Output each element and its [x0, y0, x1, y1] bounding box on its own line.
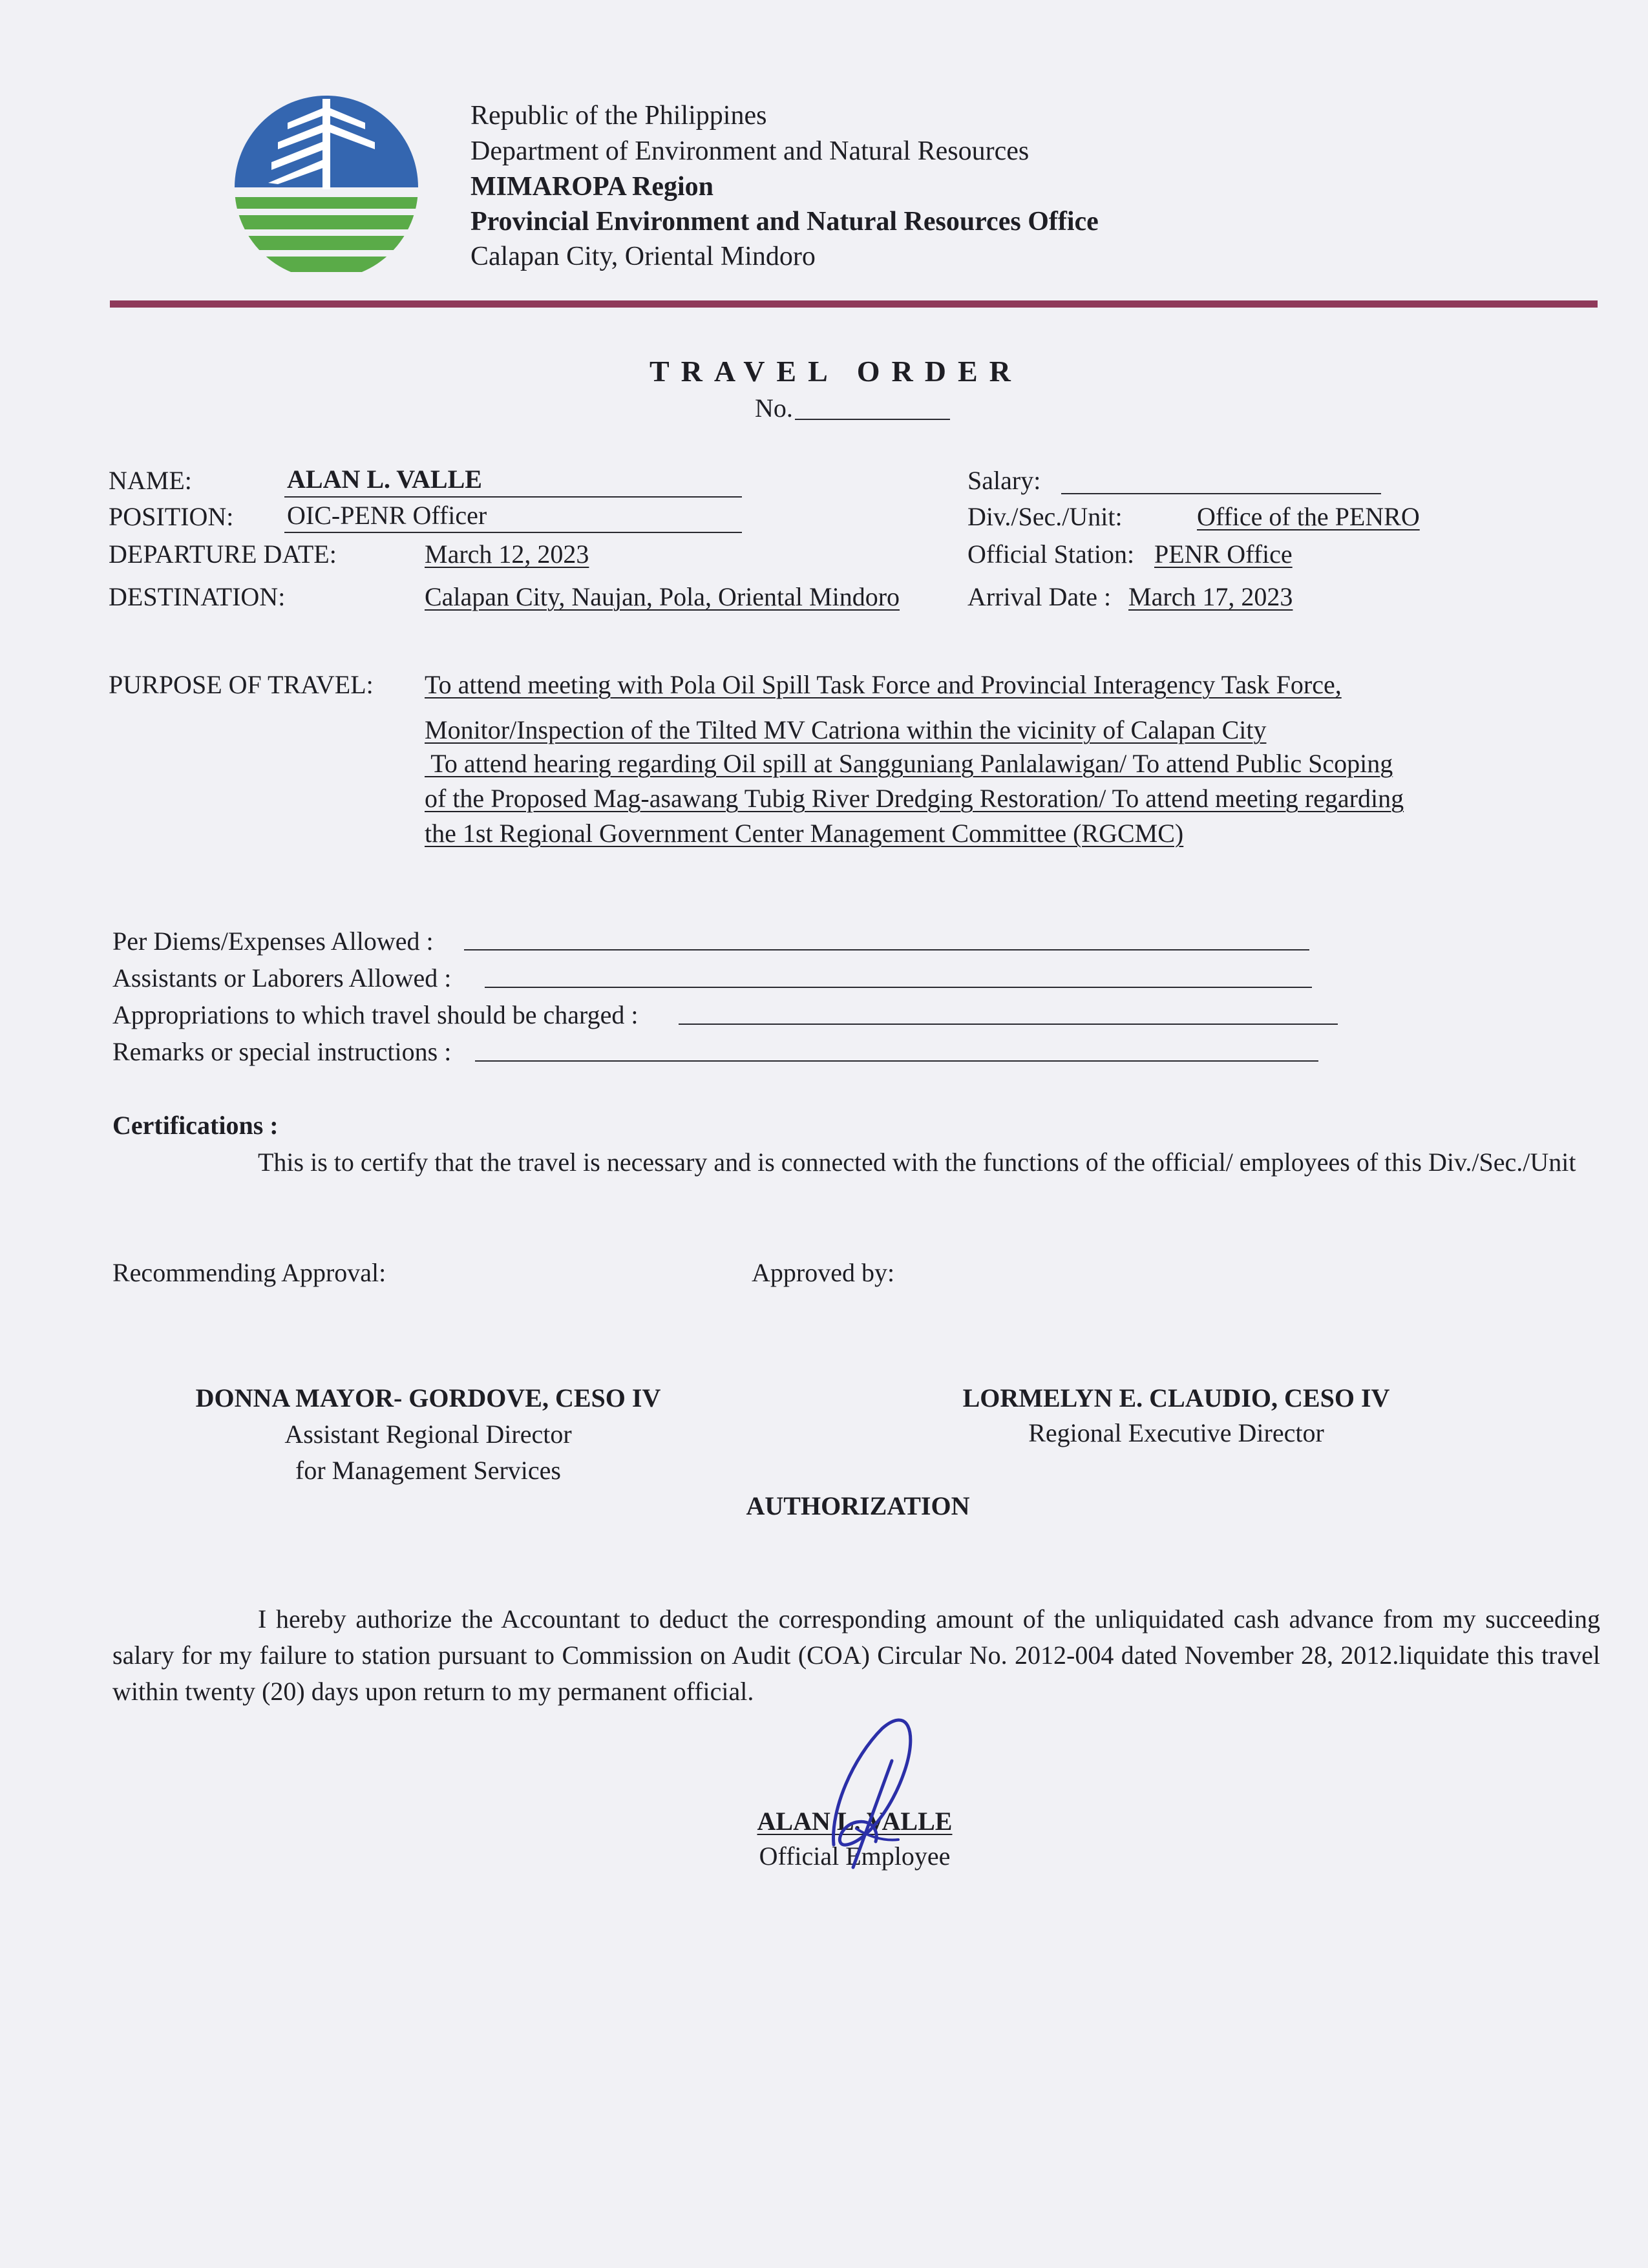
- purpose-line: the 1st Regional Government Center Management Committee (RGCMC): [425, 819, 1184, 848]
- certification-text: This is to certify that the travel is necessary and is connected with the functions of the official/ employees of this Div./Sec./Unit: [258, 1148, 1576, 1177]
- approved-by-label: Approved by:: [752, 1258, 895, 1287]
- div-value: Office of the PENRO: [1197, 502, 1420, 531]
- document-title: TRAVEL ORDER: [650, 355, 1022, 388]
- station-value: PENR Office: [1154, 540, 1293, 569]
- assistants-label: Assistants or Laborers Allowed :: [112, 963, 452, 992]
- station-label: Official Station:: [967, 540, 1135, 569]
- assistants-line: [485, 987, 1312, 988]
- signatory-name: ALAN L. VALLE: [757, 1807, 953, 1836]
- salary-underline: [1061, 493, 1381, 494]
- purpose-line: Monitor/Inspection of the Tilted MV Catriona within the vicinity of Calapan City: [425, 715, 1267, 744]
- name-underline: [284, 496, 742, 498]
- name-label: NAME:: [109, 466, 192, 495]
- certifications-heading: Certifications :: [112, 1111, 279, 1140]
- header-line-region: MIMAROPA Region: [470, 172, 714, 202]
- recommending-label: Recommending Approval:: [112, 1258, 386, 1287]
- denr-logo-icon: [226, 94, 427, 281]
- recommender-title-2: for Management Services: [295, 1456, 561, 1485]
- order-number-line: [795, 419, 950, 420]
- destination-label: DESTINATION:: [109, 582, 286, 611]
- approver-title: Regional Executive Director: [1028, 1418, 1324, 1447]
- header-line-city: Calapan City, Oriental Mindoro: [470, 242, 816, 271]
- header-line-department: Department of Environment and Natural Resources: [470, 136, 1030, 166]
- purpose-line: of the Proposed Mag-asawang Tubig River Dredging Restoration/ To attend meeting regarding: [425, 784, 1404, 813]
- order-number-label: No.: [755, 394, 793, 423]
- arrival-value: March 17, 2023: [1128, 582, 1293, 611]
- position-underline: [284, 532, 742, 533]
- header-divider: [110, 300, 1598, 308]
- purpose-line: To attend hearing regarding Oil spill at Sangguniang Panlalawigan/ To attend Public Scoping: [425, 749, 1393, 778]
- approver-name: LORMELYN E. CLAUDIO, CESO IV: [962, 1383, 1390, 1412]
- position-label: POSITION:: [109, 502, 234, 531]
- remarks-line: [475, 1060, 1318, 1062]
- departure-value: March 12, 2023: [425, 540, 589, 569]
- recommender-name: DONNA MAYOR- GORDOVE, CESO IV: [195, 1383, 661, 1412]
- purpose-label: PURPOSE OF TRAVEL:: [109, 670, 374, 699]
- authorization-text: I hereby authorize the Accountant to deduct the corresponding amount of the unliquidated cash advance from my succeeding salary for my failure to station pursuant to Commission on Audit (COA) Circular No. 2012-004 dated November 28, 2012.liquidate this travel within twenty (20) days upon return to my permanent official.: [112, 1604, 1600, 1706]
- destination-value: Calapan City, Naujan, Pola, Oriental Mindoro: [425, 582, 900, 611]
- recommender-title: Assistant Regional Director: [284, 1420, 572, 1449]
- departure-label: DEPARTURE DATE:: [109, 540, 337, 569]
- per-diems-label: Per Diems/Expenses Allowed :: [112, 927, 434, 956]
- arrival-label: Arrival Date :: [967, 582, 1112, 611]
- purpose-line: To attend meeting with Pola Oil Spill Task Force and Provincial Interagency Task Force,: [425, 670, 1342, 699]
- appropriations-line: [679, 1024, 1338, 1025]
- remarks-label: Remarks or special instructions :: [112, 1037, 452, 1066]
- signatory-title: Official Employee: [759, 1842, 951, 1871]
- header-line-republic: Republic of the Philippines: [470, 101, 767, 131]
- header-line-office: Provincial Environment and Natural Resources Office: [470, 207, 1099, 236]
- per-diems-line: [464, 949, 1309, 950]
- div-label: Div./Sec./Unit:: [967, 502, 1123, 531]
- name-value: ALAN L. VALLE: [287, 465, 482, 494]
- authorization-heading: AUTHORIZATION: [746, 1491, 970, 1520]
- salary-label: Salary:: [967, 466, 1041, 495]
- handwritten-signature-icon: [795, 1680, 944, 1874]
- appropriations-label: Appropriations to which travel should be charged :: [112, 1000, 639, 1029]
- position-value: OIC-PENR Officer: [287, 501, 487, 530]
